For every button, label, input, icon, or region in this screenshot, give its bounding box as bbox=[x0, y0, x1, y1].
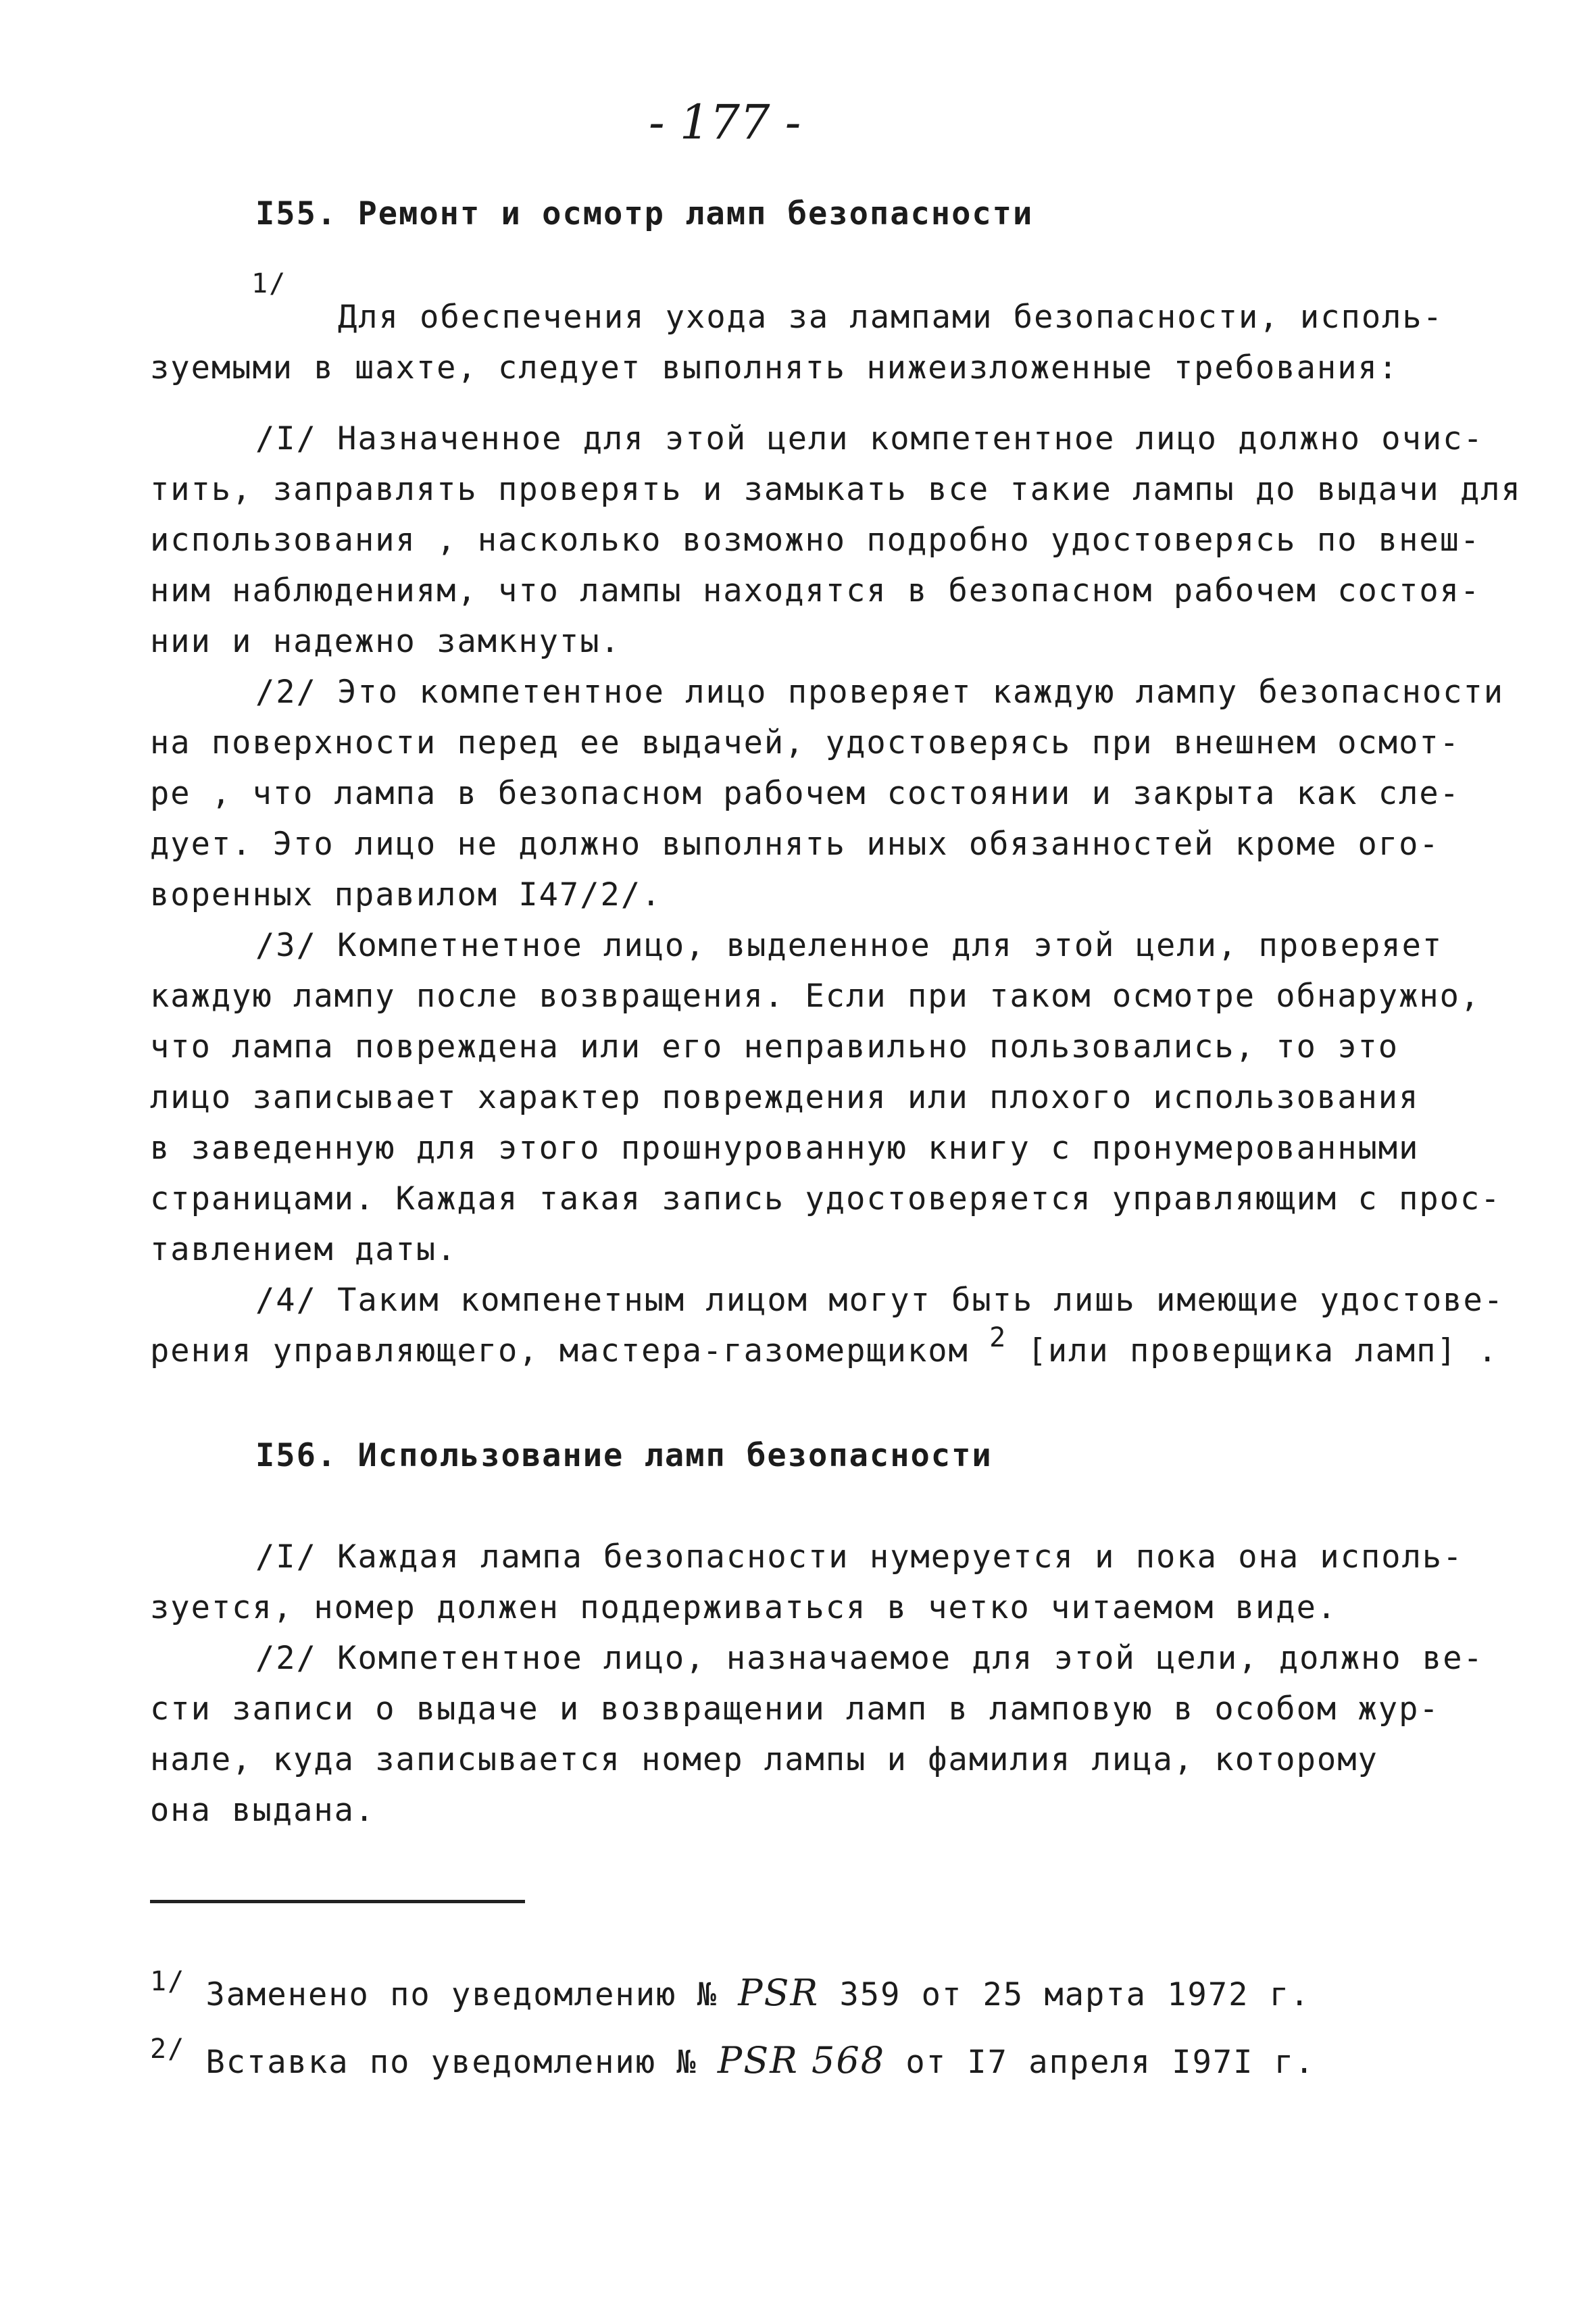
section-155-heading: I55. Ремонт и осмотр ламп безопасности bbox=[255, 195, 1034, 232]
footnote-2 bbox=[150, 2034, 1316, 2084]
text-line: /I/ Назначенное для этой цели компетентное лицо должно очис- bbox=[255, 420, 1484, 457]
footnote-1-text-end: 359 от 25 марта 1972 г. bbox=[839, 1976, 1311, 2013]
footnote-2-text: Вставка по уведомлению № bbox=[205, 2044, 697, 2081]
footnote-1-text: Заменено по уведомлению № bbox=[205, 1976, 718, 2013]
text-line: ре , что лампа в безопасном рабочем состоянии и закрыта как сле- bbox=[150, 775, 1460, 812]
section-156-heading: I56. Использование ламп безопасности bbox=[255, 1437, 993, 1474]
text-line: на поверхности перед ее выдачей, удостоверясь при внешнем осмот- bbox=[150, 724, 1460, 761]
text-line: воренных правилом I47/2/. bbox=[150, 876, 662, 913]
text-line: /I/ Каждая лампа безопасности нумеруется и пока она исполь- bbox=[255, 1538, 1464, 1576]
text-line: каждую лампу после возвращения. Если при таком осмотре обнаружно, bbox=[150, 978, 1481, 1015]
text-line: что лампа повреждена или его неправильно пользовались, то это bbox=[150, 1028, 1399, 1065]
text-line: /2/ Это компетентное лицо проверяет каждую лампу безопасности bbox=[255, 674, 1505, 711]
footnote-1-handwritten: PSR bbox=[738, 1971, 820, 2014]
footnote-1 bbox=[150, 1966, 1311, 2017]
text-line: /3/ Компетнетное лицо, выделенное для этой цели, проверяет bbox=[255, 927, 1443, 964]
text-line: тавлением даты. bbox=[150, 1231, 457, 1268]
text-line: сти записи о выдаче и возвращении ламп в ламповую в особом жур- bbox=[150, 1690, 1440, 1728]
text-line: зуемыми в шахте, следует выполнять нижеизложенные требования: bbox=[150, 349, 1399, 386]
text-line: лицо записывает характер повреждения или плохого использования bbox=[150, 1079, 1420, 1116]
text-line: тить, заправлять проверять и замыкать все такие лампы до выдачи для bbox=[150, 471, 1522, 508]
text-line: /2/ Компетентное лицо, назначаемое для этой цели, должно ве- bbox=[255, 1640, 1484, 1677]
inserted-text: [или проверщика ламп] . bbox=[1027, 1332, 1499, 1369]
text-line: дует. Это лицо не должно выполнять иных обязанностей кроме ого- bbox=[150, 826, 1440, 863]
text-line: страницами. Каждая такая запись удостоверяется управляющим с прос- bbox=[150, 1180, 1501, 1217]
text-line: Для обеспечения ухода за лампами безопасности, исполь- bbox=[338, 299, 1444, 336]
text-line bbox=[150, 1322, 1499, 1373]
page-number: - 177 - bbox=[649, 95, 801, 150]
footnote-2-handwritten: PSR 568 bbox=[717, 2039, 886, 2082]
text-fragment: рения управляющего, мастера-газомерщиком bbox=[150, 1332, 969, 1369]
text-line: нале, куда записывается номер лампы и фамилия лица, которому bbox=[150, 1741, 1378, 1778]
intro-footnote-marker bbox=[251, 268, 287, 319]
text-line: /4/ Таким компенетным лицом могут быть лишь имеющие удостове- bbox=[255, 1282, 1505, 1319]
footnote-marker-1: 1/ bbox=[251, 268, 287, 299]
text-line: зуется, номер должен поддерживаться в четко читаемом виде. bbox=[150, 1589, 1338, 1626]
footnote-marker-2: 2 bbox=[989, 1322, 1007, 1353]
text-line: она выдана. bbox=[150, 1792, 376, 1829]
footnote-1-marker: 1/ bbox=[150, 1966, 186, 1997]
text-line: использования , насколько возможно подробно удостоверясь по внеш- bbox=[150, 522, 1481, 559]
text-line: в заведенную для этого прошнурованную книгу с пронумерованными bbox=[150, 1130, 1420, 1167]
footnote-2-marker: 2/ bbox=[150, 2034, 186, 2065]
text-line: нии и надежно замкнуты. bbox=[150, 623, 621, 660]
footnote-divider bbox=[150, 1900, 525, 1903]
text-line: ним наблюдениям, что лампы находятся в безопасном рабочем состоя- bbox=[150, 572, 1481, 609]
footnote-2-text-end: от I7 апреля I97I г. bbox=[905, 2044, 1316, 2081]
